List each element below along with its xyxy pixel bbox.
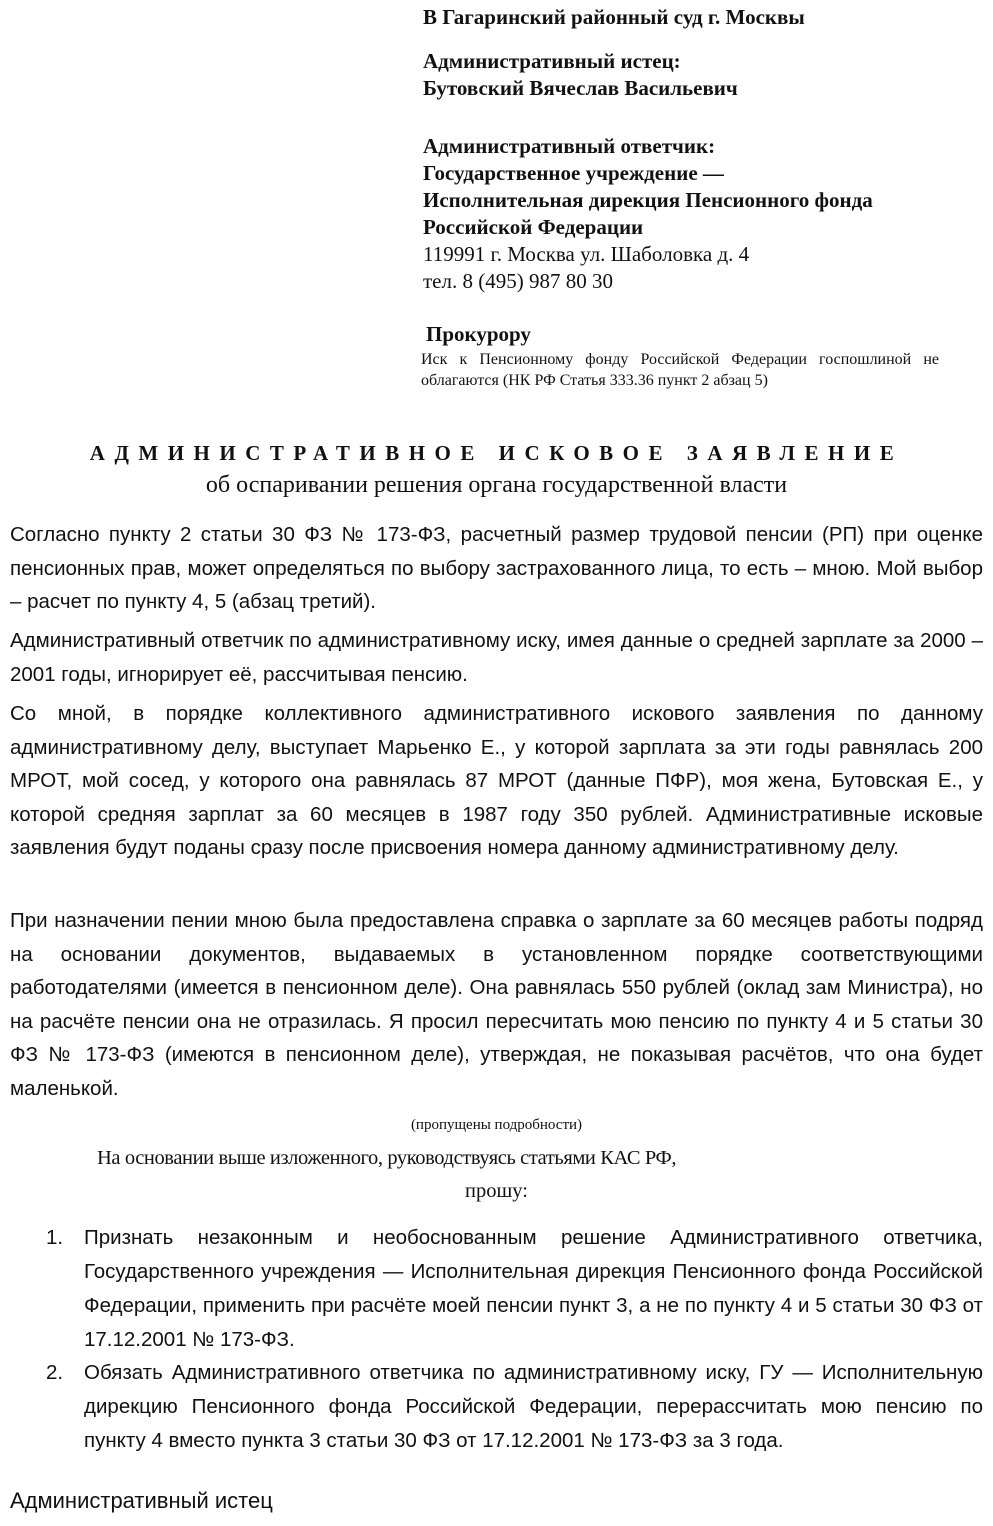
paragraph-1: Согласно пункту 2 статьи 30 ФЗ № 173-ФЗ, расчетный размер трудовой пенсии (РП) при оценке пенсионных прав, может определяться по выбору застрахованного лица, то есть – мною. Мой выбор – расчет по пункту 4, 5 (абзац третий). bbox=[10, 523, 983, 613]
list-item bbox=[46, 1221, 983, 1357]
plaintiff-name: Бутовский Вячеслав Васильевич bbox=[423, 76, 738, 100]
defendant-line-2: Исполнительная дирекция Пенсионного фонда bbox=[423, 188, 873, 212]
plaintiff-block bbox=[423, 48, 963, 102]
court-name: В Гагаринский районный суд г. Москвы bbox=[423, 5, 805, 29]
court-addressee bbox=[423, 4, 963, 31]
paragraph-3: Со мной, в порядке коллективного административного искового заявления по данному административному делу, выступает Марьенко Е., у которой зарплата за эти годы равнялась 200 МРОТ, мой сосед, у которого она равнялась 87 МРОТ (данные ПФР), моя жена, Бутовская Е., у которой средняя зарплат за 60 месяцев в 1987 году 350 рублей. Административные исковые заявления будут поданы сразу после присвоения номера данному административному делу. bbox=[10, 702, 983, 859]
signature-label: Административный истец bbox=[10, 1488, 273, 1513]
defendant-line-1: Государственное учреждение — bbox=[423, 161, 724, 185]
list-item-text: Признать незаконным и необоснованным решение Административного ответчика, Государственного учреждения — Исполнительная дирекция Пенсионного фонда Российской Федерации, применить при расчёте моей пенсии пункт 3, а не по пункту 4 и 5 статьи 30 ФЗ от 17.12.2001 № 173-ФЗ. bbox=[84, 1226, 983, 1351]
prosecutor-label: Прокурору bbox=[426, 322, 531, 346]
defendant-block bbox=[423, 133, 963, 295]
plaintiff-label: Административный истец: bbox=[423, 49, 681, 73]
list-item-number: 1. bbox=[46, 1226, 64, 1249]
paragraph-2: Административный ответчик по административному иску, имея данные о средней зарплате за 2000 – 2001 годы, игнорирует её, рассчитывая пенсию. bbox=[10, 629, 983, 686]
basis-line: На основании выше изложенного, руководствуясь статьями КАС РФ, bbox=[97, 1147, 677, 1169]
defendant-line-3: Российской Федерации bbox=[423, 215, 644, 239]
prosecutor-block bbox=[426, 321, 966, 348]
list-item-number: 2. bbox=[46, 1361, 64, 1384]
document-title: АДМИНИСТРАТИВНОЕ ИСКОВОЕ ЗАЯВЛЕНИЕ bbox=[89, 441, 904, 465]
list-item-text: Обязать Административного ответчика по административному иску, ГУ — Исполнительную дирекцию Пенсионного фонда Российской Федерации, перерассчитать мою пенсию по пункту 4 вместо пункта 3 статьи 30 ФЗ от 17.12.2001 № 173-ФЗ за 3 года. bbox=[84, 1361, 983, 1452]
list-item bbox=[46, 1356, 983, 1492]
defendant-phone: тел. 8 (495) 987 80 30 bbox=[423, 269, 613, 293]
request-heading: прошу: bbox=[465, 1180, 528, 1202]
fee-note: Иск к Пенсионному фонду Российской Федерации госпошлиной не облагаются (НК РФ Статья 333.36 пункт 2 абзац 5) bbox=[421, 351, 939, 389]
paragraph-4: При назначении пении мною была предоставлена справка о зарплате за 60 месяцев работы подряд на основании документов, выдаваемых в установленном порядке соответствующими работодателями (имеется в пенсионном деле). Она равнялась 550 рублей (оклад зам Министра), но на расчёте пенсии она не отразилась. Я просил пересчитать мою пенсию по пункту 4 и 5 статьи 30 ФЗ № 173-ФЗ (имеются в пенсионном деле), утверждая, не показывая расчётов, что она будет маленькой. bbox=[10, 909, 983, 1100]
omitted-note: (пропущены подробности) bbox=[410, 1117, 583, 1133]
document-subtitle: об оспаривании решения органа государственной власти bbox=[205, 472, 788, 498]
defendant-address: 119991 г. Москва ул. Шаболовка д. 4 bbox=[423, 242, 750, 266]
defendant-label: Административный ответчик: bbox=[423, 134, 716, 158]
